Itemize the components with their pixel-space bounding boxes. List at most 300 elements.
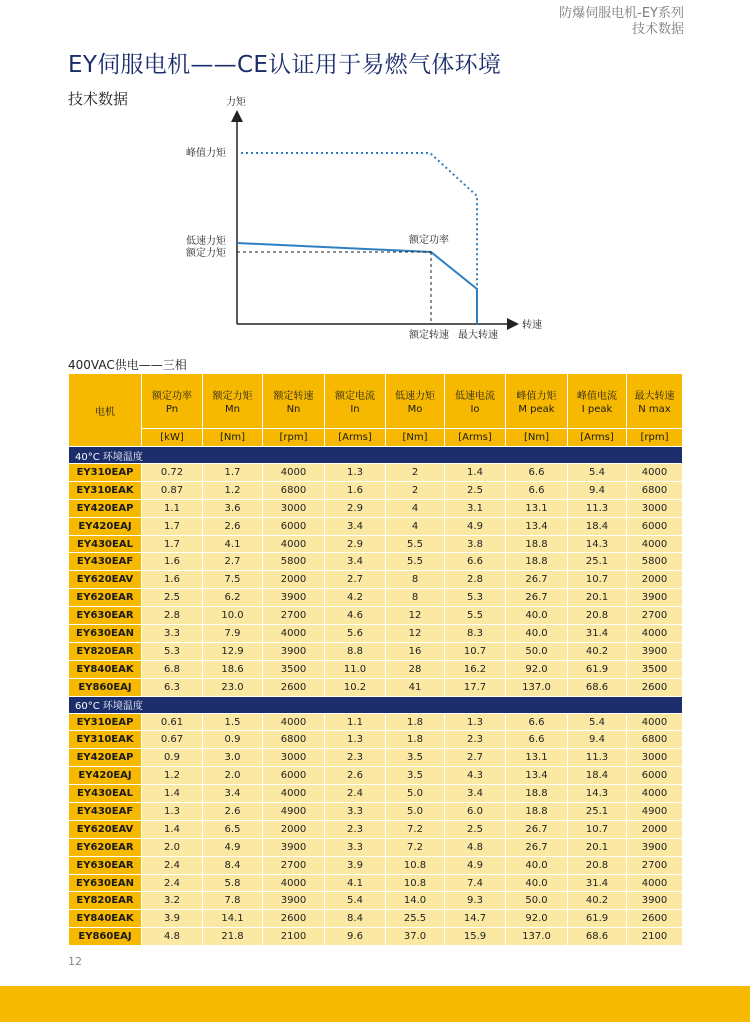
table-cell: 6.3	[142, 678, 203, 696]
motor-model-cell: EY420EAP	[69, 749, 142, 767]
table-cell: 1.8	[386, 731, 445, 749]
motor-model-cell: EY860EAJ	[69, 678, 142, 696]
table-row	[69, 517, 683, 535]
torque-speed-diagram	[0, 80, 750, 350]
table-cell: 11.0	[325, 660, 386, 678]
table-cell: 5.5	[386, 535, 445, 553]
table-cell: 1.6	[142, 553, 203, 571]
table-cell: 40.2	[568, 892, 627, 910]
column-header	[506, 374, 568, 429]
table-cell: 4.2	[325, 589, 386, 607]
table-cell: 0.87	[142, 481, 203, 499]
column-header-name: 额定功率	[152, 391, 192, 402]
rated-torque-label: 额定力矩	[186, 248, 226, 259]
table-cell: 1.3	[445, 713, 506, 731]
column-unit: [Nm]	[203, 429, 263, 447]
table-cell: 3000	[263, 749, 325, 767]
table-cell: 10.7	[568, 820, 627, 838]
table-cell: 25.1	[568, 553, 627, 571]
table-cell: 4000	[263, 713, 325, 731]
column-header-name: 低速电流	[455, 391, 495, 402]
table-cell: 2000	[627, 820, 683, 838]
table-cell: 3900	[263, 589, 325, 607]
table-cell: 13.4	[506, 517, 568, 535]
table-cell: 92.0	[506, 660, 568, 678]
motor-model-cell: EY620EAR	[69, 589, 142, 607]
table-cell: 40.0	[506, 856, 568, 874]
table-cell: 23.0	[203, 678, 263, 696]
table-cell: 8.4	[325, 910, 386, 928]
motor-model-cell: EY420EAJ	[69, 767, 142, 785]
table-row	[69, 642, 683, 660]
table-cell: 37.0	[386, 928, 445, 946]
table-cell: 6.8	[142, 660, 203, 678]
table-cell: 0.61	[142, 713, 203, 731]
table-cell: 2600	[627, 910, 683, 928]
table-cell: 4.1	[325, 874, 386, 892]
table-cell: 2.3	[445, 731, 506, 749]
column-unit: [Arms]	[445, 429, 506, 447]
table-cell: 1.8	[386, 713, 445, 731]
table-row	[69, 767, 683, 785]
table-cell: 17.7	[445, 678, 506, 696]
table-cell: 14.3	[568, 785, 627, 803]
motor-model-cell: EY630EAN	[69, 625, 142, 643]
table-cell: 4000	[263, 464, 325, 482]
table-cell: 2700	[627, 856, 683, 874]
max-speed-label: 最大转速	[458, 330, 498, 341]
table-cell: 14.0	[386, 892, 445, 910]
motor-model-cell: EY820EAR	[69, 892, 142, 910]
table-cell: 14.1	[203, 910, 263, 928]
column-header-name: 低速力矩	[395, 391, 435, 402]
table-cell: 2.9	[325, 499, 386, 517]
table-cell: 1.3	[325, 464, 386, 482]
table-cell: 0.9	[203, 731, 263, 749]
table-cell: 6.2	[203, 589, 263, 607]
table-cell: 3000	[627, 749, 683, 767]
column-header-name: 额定电流	[335, 391, 375, 402]
column-unit: [Nm]	[386, 429, 445, 447]
table-cell: 2.6	[203, 803, 263, 821]
motor-model-cell: EY420EAJ	[69, 517, 142, 535]
table-cell: 7.8	[203, 892, 263, 910]
column-header-symbol: In	[350, 404, 360, 415]
table-cell: 7.9	[203, 625, 263, 643]
x-axis-label: 转速	[522, 320, 542, 331]
table-cell: 1.2	[142, 767, 203, 785]
table-cell: 4000	[263, 785, 325, 803]
continuous-torque-curve	[237, 243, 477, 324]
table-cell: 2.6	[325, 767, 386, 785]
table-cell: 2.7	[203, 553, 263, 571]
table-cell: 3900	[263, 838, 325, 856]
table-cell: 2100	[263, 928, 325, 946]
table-cell: 4000	[263, 625, 325, 643]
table-cell: 5.0	[386, 803, 445, 821]
table-cell: 3000	[263, 499, 325, 517]
table-cell: 5800	[627, 553, 683, 571]
column-header	[203, 374, 263, 429]
rated-speed-label: 额定转速	[409, 330, 449, 341]
table-cell: 6800	[627, 731, 683, 749]
footer-bar	[0, 986, 750, 1022]
table-cell: 4000	[263, 535, 325, 553]
motor-model-cell: EY860EAJ	[69, 928, 142, 946]
table-cell: 2100	[627, 928, 683, 946]
table-cell: 68.6	[568, 928, 627, 946]
table-cell: 3500	[627, 660, 683, 678]
table-row	[69, 874, 683, 892]
table-cell: 137.0	[506, 928, 568, 946]
table-cell: 2.5	[445, 481, 506, 499]
motor-model-cell: EY430EAF	[69, 553, 142, 571]
spec-table-header	[69, 374, 683, 447]
motor-model-cell: EY430EAL	[69, 535, 142, 553]
table-cell: 3.3	[142, 625, 203, 643]
table-cell: 2.0	[142, 838, 203, 856]
table-cell: 8.3	[445, 625, 506, 643]
table-cell: 2000	[263, 571, 325, 589]
table-cell: 5.4	[568, 464, 627, 482]
table-cell: 4900	[627, 803, 683, 821]
column-header-name: 额定力矩	[212, 391, 253, 402]
table-cell: 3900	[627, 892, 683, 910]
column-header-symbol: Mn	[225, 404, 240, 415]
table-cell: 3.4	[325, 517, 386, 535]
motor-model-cell: EY310EAK	[69, 481, 142, 499]
table-cell: 3.0	[203, 749, 263, 767]
table-cell: 6000	[263, 767, 325, 785]
table-cell: 13.1	[506, 499, 568, 517]
table-cell: 5.5	[445, 607, 506, 625]
table-cell: 2.7	[445, 749, 506, 767]
table-cell: 1.4	[142, 785, 203, 803]
table-cell: 25.5	[386, 910, 445, 928]
table-cell: 92.0	[506, 910, 568, 928]
low-speed-torque-label: 低速力矩	[186, 236, 226, 247]
table-cell: 10.8	[386, 874, 445, 892]
column-header-motor: 电机	[69, 374, 142, 447]
table-cell: 3900	[263, 892, 325, 910]
column-unit: [Arms]	[568, 429, 627, 447]
table-row	[69, 535, 683, 553]
table-cell: 40.2	[568, 642, 627, 660]
table-cell: 40.0	[506, 874, 568, 892]
table-cell: 9.4	[568, 731, 627, 749]
table-cell: 3500	[263, 660, 325, 678]
table-cell: 0.67	[142, 731, 203, 749]
table-cell: 1.3	[142, 803, 203, 821]
table-cell: 12	[386, 607, 445, 625]
table-cell: 1.6	[325, 481, 386, 499]
column-unit: [Arms]	[325, 429, 386, 447]
table-cell: 1.7	[142, 535, 203, 553]
table-cell: 13.1	[506, 749, 568, 767]
table-cell: 14.3	[568, 535, 627, 553]
table-cell: 3.6	[203, 499, 263, 517]
table-cell: 4000	[627, 785, 683, 803]
table-cell: 20.1	[568, 589, 627, 607]
column-header-symbol: M peak	[518, 404, 555, 415]
table-cell: 6.6	[445, 553, 506, 571]
table-cell: 3900	[263, 642, 325, 660]
table-cell: 10.2	[325, 678, 386, 696]
section-header: 40°C 环境温度	[69, 447, 683, 464]
table-cell: 3.5	[386, 749, 445, 767]
table-row	[69, 785, 683, 803]
table-cell: 4000	[627, 625, 683, 643]
table-cell: 3.5	[386, 767, 445, 785]
table-cell: 12	[386, 625, 445, 643]
motor-model-cell: EY620EAV	[69, 820, 142, 838]
table-cell: 3.2	[142, 892, 203, 910]
spec-table-body	[69, 447, 683, 946]
column-header	[263, 374, 325, 429]
table-cell: 12.9	[203, 642, 263, 660]
table-cell: 40.0	[506, 607, 568, 625]
column-header	[386, 374, 445, 429]
table-cell: 2.3	[325, 820, 386, 838]
table-cell: 26.7	[506, 571, 568, 589]
motor-model-cell: EY630EAR	[69, 856, 142, 874]
table-cell: 18.6	[203, 660, 263, 678]
table-cell: 4.9	[445, 517, 506, 535]
page-number: 12	[68, 955, 82, 968]
table-cell: 4.6	[325, 607, 386, 625]
table-cell: 25.1	[568, 803, 627, 821]
column-header-name: 峰值电流	[577, 391, 617, 402]
table-row	[69, 571, 683, 589]
table-cell: 3.8	[445, 535, 506, 553]
column-header	[445, 374, 506, 429]
table-cell: 2700	[627, 607, 683, 625]
table-cell: 3.3	[325, 803, 386, 821]
table-cell: 50.0	[506, 892, 568, 910]
table-cell: 4900	[263, 803, 325, 821]
table-cell: 5.3	[445, 589, 506, 607]
table-cell: 4.1	[203, 535, 263, 553]
table-cell: 2.0	[203, 767, 263, 785]
table-cell: 1.4	[445, 464, 506, 482]
table-row	[69, 660, 683, 678]
rated-power-label: 额定功率	[409, 235, 449, 246]
column-header-symbol: Io	[470, 404, 480, 415]
table-cell: 31.4	[568, 874, 627, 892]
table-cell: 9.4	[568, 481, 627, 499]
table-cell: 8	[386, 571, 445, 589]
column-unit: [rpm]	[263, 429, 325, 447]
table-cell: 2.3	[325, 749, 386, 767]
table-cell: 9.3	[445, 892, 506, 910]
column-unit: [Nm]	[506, 429, 568, 447]
table-cell: 5.0	[386, 785, 445, 803]
table-cell: 3000	[627, 499, 683, 517]
table-cell: 9.6	[325, 928, 386, 946]
table-cell: 21.8	[203, 928, 263, 946]
table-cell: 10.7	[445, 642, 506, 660]
table-cell: 3.1	[445, 499, 506, 517]
motor-model-cell: EY630EAN	[69, 874, 142, 892]
motor-model-cell: EY620EAR	[69, 838, 142, 856]
table-cell: 18.4	[568, 517, 627, 535]
table-cell: 68.6	[568, 678, 627, 696]
page-title: EY伺服电机——CE认证用于易燃气体环境	[68, 52, 502, 78]
table-cell: 26.7	[506, 589, 568, 607]
table-cell: 10.8	[386, 856, 445, 874]
table-cell: 11.3	[568, 749, 627, 767]
table-cell: 2000	[627, 571, 683, 589]
column-header-symbol: I peak	[581, 404, 613, 415]
column-header	[325, 374, 386, 429]
table-cell: 3.4	[203, 785, 263, 803]
motor-model-cell: EY430EAF	[69, 803, 142, 821]
table-cell: 6800	[627, 481, 683, 499]
table-cell: 13.4	[506, 767, 568, 785]
table-cell: 6.6	[506, 481, 568, 499]
table-cell: 10.0	[203, 607, 263, 625]
table-cell: 4.9	[445, 856, 506, 874]
table-cell: 3.3	[325, 838, 386, 856]
table-row	[69, 625, 683, 643]
table-cell: 6000	[627, 517, 683, 535]
table-row	[69, 892, 683, 910]
table-cell: 4000	[627, 713, 683, 731]
table-cell: 2600	[263, 910, 325, 928]
table-cell: 1.1	[325, 713, 386, 731]
table-cell: 7.4	[445, 874, 506, 892]
table-cell: 5.4	[568, 713, 627, 731]
table-row	[69, 838, 683, 856]
table-cell: 6800	[263, 481, 325, 499]
table-cell: 2.5	[445, 820, 506, 838]
table-cell: 2.5	[142, 589, 203, 607]
column-header	[568, 374, 627, 429]
table-cell: 1.5	[203, 713, 263, 731]
table-cell: 3.4	[325, 553, 386, 571]
table-cell: 16.2	[445, 660, 506, 678]
table-cell: 4000	[627, 874, 683, 892]
running-header-series: 防爆伺服电机-EY系列	[559, 6, 684, 21]
table-cell: 7.2	[386, 820, 445, 838]
table-row	[69, 499, 683, 517]
table-cell: 6.5	[203, 820, 263, 838]
motor-model-cell: EY310EAP	[69, 713, 142, 731]
table-cell: 0.9	[142, 749, 203, 767]
table-cell: 6.0	[445, 803, 506, 821]
column-unit: [rpm]	[627, 429, 683, 447]
table-cell: 18.8	[506, 803, 568, 821]
table-cell: 41	[386, 678, 445, 696]
table-cell: 18.8	[506, 553, 568, 571]
table-cell: 2.9	[325, 535, 386, 553]
table-cell: 1.1	[142, 499, 203, 517]
table-cell: 8.8	[325, 642, 386, 660]
table-cell: 26.7	[506, 820, 568, 838]
table-cell: 1.3	[325, 731, 386, 749]
table-cell: 6800	[263, 731, 325, 749]
peak-torque-curve	[241, 153, 477, 289]
table-cell: 18.4	[568, 767, 627, 785]
table-row	[69, 589, 683, 607]
table-cell: 4	[386, 517, 445, 535]
table-cell: 61.9	[568, 660, 627, 678]
table-cell: 4.8	[445, 838, 506, 856]
table-cell: 1.6	[142, 571, 203, 589]
table-cell: 4	[386, 499, 445, 517]
motor-model-cell: EY840EAK	[69, 660, 142, 678]
table-cell: 2000	[263, 820, 325, 838]
table-cell: 2.8	[142, 607, 203, 625]
motor-model-cell: EY630EAR	[69, 607, 142, 625]
table-cell: 15.9	[445, 928, 506, 946]
table-cell: 6.6	[506, 464, 568, 482]
table-cell: 5.8	[203, 874, 263, 892]
table-cell: 6.6	[506, 713, 568, 731]
table-cell: 2.4	[325, 785, 386, 803]
table-cell: 11.3	[568, 499, 627, 517]
table-cell: 0.72	[142, 464, 203, 482]
table-cell: 8.4	[203, 856, 263, 874]
column-header-name: 额定转速	[273, 391, 314, 402]
table-row	[69, 678, 683, 696]
table-cell: 4.9	[203, 838, 263, 856]
column-header-symbol: N max	[638, 404, 671, 415]
column-header	[142, 374, 203, 429]
y-axis-label: 力矩	[226, 97, 246, 108]
running-header	[559, 6, 684, 38]
table-cell: 20.1	[568, 838, 627, 856]
table-row	[69, 731, 683, 749]
table-cell: 2.6	[203, 517, 263, 535]
section-header: 60°C 环境温度	[69, 696, 683, 713]
table-cell: 5800	[263, 553, 325, 571]
table-cell: 31.4	[568, 625, 627, 643]
table-cell: 40.0	[506, 625, 568, 643]
table-row	[69, 607, 683, 625]
table-cell: 137.0	[506, 678, 568, 696]
table-cell: 50.0	[506, 642, 568, 660]
table-row	[69, 803, 683, 821]
table-cell: 1.7	[203, 464, 263, 482]
table-cell: 5.3	[142, 642, 203, 660]
table-cell: 7.5	[203, 571, 263, 589]
table-cell: 2600	[263, 678, 325, 696]
table-cell: 2	[386, 464, 445, 482]
table-caption: 400VAC供电——三相	[68, 358, 187, 372]
table-cell: 1.2	[203, 481, 263, 499]
peak-torque-label: 峰值力矩	[186, 148, 226, 159]
section-subtitle: 技术数据	[68, 90, 129, 108]
table-cell: 2.7	[325, 571, 386, 589]
table-cell: 4.8	[142, 928, 203, 946]
spec-table	[68, 373, 683, 946]
table-row	[69, 928, 683, 946]
table-cell: 4000	[627, 535, 683, 553]
motor-model-cell: EY420EAP	[69, 499, 142, 517]
table-cell: 61.9	[568, 910, 627, 928]
column-header-symbol: Mo	[407, 404, 423, 415]
table-cell: 16	[386, 642, 445, 660]
table-cell: 18.8	[506, 785, 568, 803]
table-cell: 2600	[627, 678, 683, 696]
column-header-symbol: Nn	[286, 404, 301, 415]
table-cell: 20.8	[568, 856, 627, 874]
table-row	[69, 820, 683, 838]
column-header	[627, 374, 683, 429]
motor-model-cell: EY620EAV	[69, 571, 142, 589]
table-cell: 10.7	[568, 571, 627, 589]
